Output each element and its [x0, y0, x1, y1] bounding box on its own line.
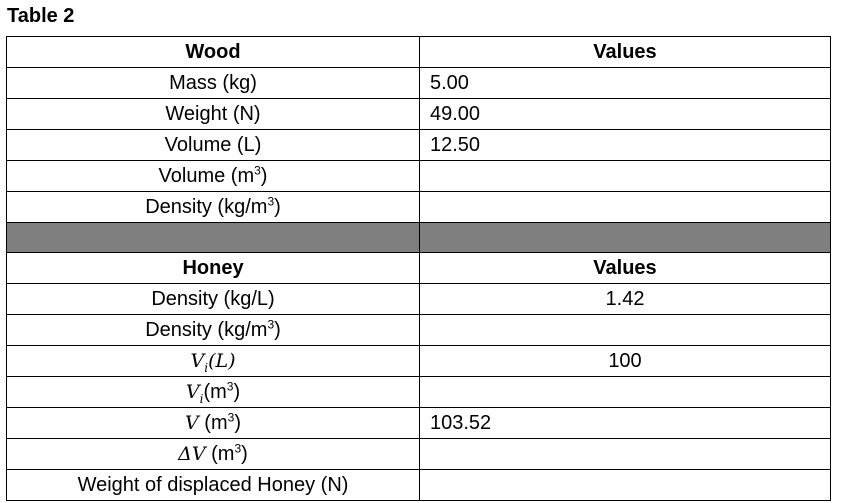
row-label: Density $(kg/m^3)$ [7, 315, 420, 346]
row-label: Mass (kg) [7, 68, 420, 99]
table-row [7, 161, 831, 192]
row-label: $V_i(L)$ [7, 346, 420, 377]
table-row [7, 470, 831, 501]
row-value[interactable] [420, 439, 831, 470]
row-label: Density (kg/L) [7, 284, 420, 315]
separator-cell [7, 223, 420, 253]
row-label: Density $(kg/m^3)$ [7, 192, 420, 223]
row-value[interactable] [420, 315, 831, 346]
row-label: Weight of displaced Honey (N) [7, 470, 420, 501]
table-row [7, 37, 831, 68]
row-label: Volume $(m^3)$ [7, 161, 420, 192]
table-row [7, 408, 831, 439]
table-row [7, 192, 831, 223]
row-value[interactable]: 12.50 [420, 130, 831, 161]
row-value[interactable]: 103.52 [420, 408, 831, 439]
honey-header-label: Honey [7, 253, 420, 284]
row-value[interactable]: 1.42 [420, 284, 831, 315]
row-value[interactable] [420, 161, 831, 192]
separator-row [7, 223, 831, 253]
wood-header-label: Wood [7, 37, 420, 68]
table-row [7, 130, 831, 161]
separator-cell [420, 223, 831, 253]
wood-header-values: Values [420, 37, 831, 68]
row-label: $V_i(m^3)$ [7, 377, 420, 408]
table-row [7, 346, 831, 377]
table-row [7, 253, 831, 284]
table-row [7, 439, 831, 470]
row-value[interactable] [420, 470, 831, 501]
table-row [7, 99, 831, 130]
row-value[interactable]: 49.00 [420, 99, 831, 130]
row-label: ΔV $(m^3)$ [7, 439, 420, 470]
table-row [7, 68, 831, 99]
table-row [7, 315, 831, 346]
data-table [6, 36, 831, 501]
row-value[interactable] [420, 377, 831, 408]
table-row [7, 284, 831, 315]
table-row [7, 377, 831, 408]
row-value[interactable] [420, 192, 831, 223]
row-label: V $(m^3)$ [7, 408, 420, 439]
honey-header-values: Values [420, 253, 831, 284]
row-label: Volume (L) [7, 130, 420, 161]
row-value[interactable]: 5.00 [420, 68, 831, 99]
row-label: Weight (N) [7, 99, 420, 130]
table-caption: Table 2 [7, 5, 75, 27]
row-value[interactable]: 100 [420, 346, 831, 377]
